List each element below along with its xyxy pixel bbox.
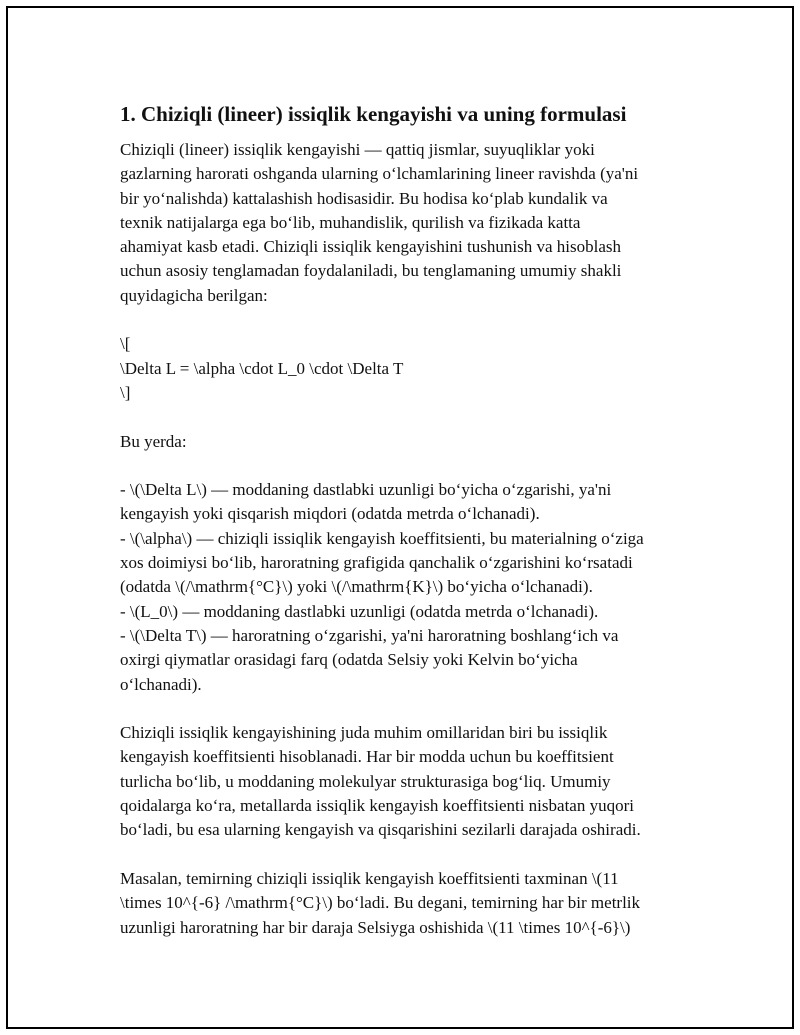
text-line: bir yoʻnalishda) kattalashish hodisasidir. Bu hodisa koʻplab kundalik va — [120, 188, 608, 208]
formula-block — [120, 332, 696, 405]
definition-line: oʻlchanadi). — [120, 674, 202, 694]
text-line: texnik natijalarga ega boʻlib, muhandislik, qurilish va fizikada katta — [120, 212, 581, 232]
text-line: \times 10^{-6} /\mathrm{°C}\) boʻladi. Bu degani, temirning har bir metrlik — [120, 893, 641, 913]
paragraph-gap — [120, 697, 696, 721]
text-line: boʻladi, bu esa ularning kengayish va qisqarishini sezilarli darajada oshiradi. — [120, 820, 641, 840]
paragraph-gap — [120, 454, 696, 478]
definition-line: - \(\alpha\) — chiziqli issiqlik kengayish koeffitsienti, bu materialning oʻziga — [120, 528, 644, 548]
intro-paragraph — [120, 138, 696, 308]
text-line: uzunligi haroratning har bir daraja Selsiyga oshishida \(11 \times 10^{-6}\) — [120, 917, 631, 937]
definition-list — [120, 478, 696, 697]
definition-line: - \(\Delta L\) — moddaning dastlabki uzunligi boʻyicha oʻzgarishi, ya'ni — [120, 480, 612, 500]
definition-line: oxirgi qiymatlar orasidagi farq (odatda Selsiy yoki Kelvin boʻyicha — [120, 650, 578, 670]
definition-line: - \(\Delta T\) — haroratning oʻzgarishi, ya'ni haroratning boshlangʻich va — [120, 625, 619, 645]
text-line: Chiziqli (lineer) issiqlik kengayishi — qattiq jismlar, suyuqliklar yoki — [120, 140, 595, 159]
example-paragraph — [120, 867, 696, 940]
text-line: turlicha boʻlib, u moddaning molekulyar strukturasiga bogʻliq. Umumiy — [120, 771, 611, 791]
definition-line: kengayish yoki qisqarish miqdori (odatda metrda oʻlchanadi). — [120, 504, 540, 524]
formula-line: \[ — [120, 334, 131, 354]
paragraph-gap — [120, 308, 696, 332]
text-line: Masalan, temirning chiziqli issiqlik kengayish koeffitsienti taxminan \(11 — [120, 868, 619, 888]
text-line: qoidalarga koʻra, metallarda issiqlik kengayish koeffitsienti nisbatan yuqori — [120, 796, 634, 816]
definition-line: (odatda \(/\mathrm{°C}\) yoki \(/\mathrm{K}\) boʻyicha oʻlchanadi). — [120, 577, 593, 597]
formula-line: \] — [120, 382, 131, 402]
text-line: Chiziqli issiqlik kengayishining juda muhim omillaridan biri bu issiqlik — [120, 723, 608, 743]
paragraph-gap — [120, 405, 696, 429]
text-line: kengayish koeffitsienti hisoblanadi. Har bir modda uchun bu koeffitsient — [120, 747, 614, 767]
definition-line: - \(L_0\) — moddaning dastlabki uzunligi (odatda metrda oʻlchanadi). — [120, 601, 599, 621]
paragraph-gap — [120, 843, 696, 867]
coefficient-paragraph — [120, 721, 696, 842]
formula-line: \Delta L = \alpha \cdot L_0 \cdot \Delta T — [120, 358, 404, 378]
definition-line: xos doimiysi boʻlib, haroratning grafigida qanchalik oʻzgarishini koʻrsatadi — [120, 553, 633, 573]
section-heading: 1. Chiziqli (lineer) issiqlik kengayishi va uning formulasi — [120, 102, 627, 126]
document-body — [120, 100, 696, 940]
where-label: Bu yerda: — [120, 431, 187, 451]
text-line: quyidagicha berilgan: — [120, 285, 268, 305]
page-frame — [6, 6, 794, 1029]
text-line: uchun asosiy tenglamadan foydalaniladi, bu tenglamaning umumiy shakli — [120, 261, 622, 281]
text-line: ahamiyat kasb etadi. Chiziqli issiqlik kengayishini tushunish va hisoblash — [120, 237, 621, 257]
text-line: gazlarning harorati oshganda ularning oʻlchamlarining lineer ravishda (ya'ni — [120, 164, 639, 184]
